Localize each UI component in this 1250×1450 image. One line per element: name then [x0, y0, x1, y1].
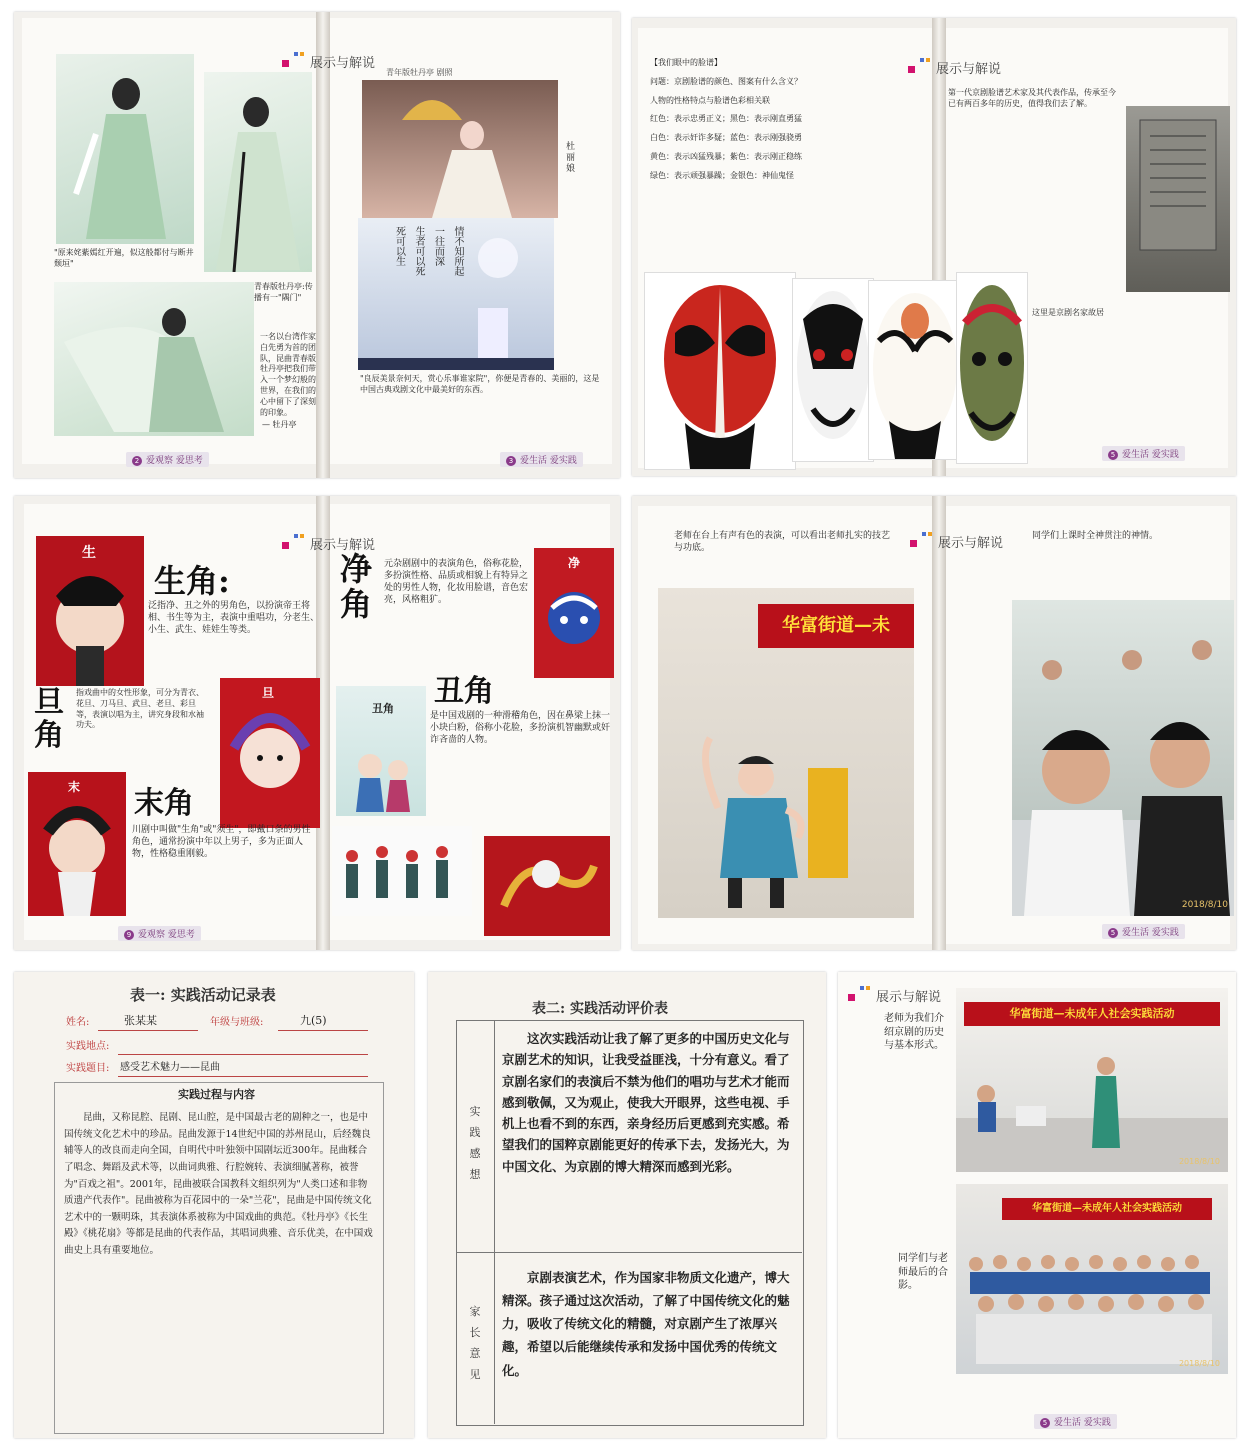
dragon-card — [484, 836, 610, 936]
caption-right-body: 一名以台湾作家白先勇为首的团队，昆曲青春版牡丹亭把我们带入一个梦幻般的世界，在我们的心中留下了深刻的印象。 — [260, 332, 316, 417]
poster-label: 旦 — [262, 686, 275, 700]
book-fold — [932, 496, 946, 950]
name-label: 姓名: — [66, 1017, 90, 1028]
name-line — [98, 1030, 198, 1031]
jing-text: 元杂剧剧中的表演角色，俗称花脸，多扮演性格、品质或相貌上有特异之处的男性人物，化妆用脸谱，音色宏亮，风格粗犷。 — [384, 559, 529, 606]
students-photo — [1012, 600, 1234, 916]
photo-date: 2018/8/10 — [1178, 1157, 1220, 1166]
note-line: 人物的性格特点与脸谱色彩相关联 — [650, 95, 770, 105]
photo-date: 2018/8/10 — [1178, 1359, 1220, 1368]
notes-list — [650, 58, 940, 190]
caption-right: 同学们上课时全神贯注的神情。 — [1032, 531, 1159, 541]
footer-right: 5 爱生活 爱实践 — [1102, 446, 1185, 461]
sheng-title: 生角: — [154, 562, 230, 600]
footer-right: 3 爱生活 爱实践 — [500, 452, 583, 467]
chou-title: 丑角 — [434, 674, 494, 709]
form-divider-horizontal — [456, 1252, 802, 1253]
activity-photos-panel — [838, 972, 1236, 1438]
parent-label: 家长意见 — [469, 1305, 481, 1381]
collage-panel-opera-roles — [14, 496, 620, 950]
stone-tablet-photo — [1126, 106, 1230, 292]
mo-title: 末角 — [134, 786, 194, 821]
poem-line: 一往而深 — [432, 226, 444, 266]
section-header: 展示与解说 — [848, 986, 941, 1005]
caption-1: 老师为我们介绍京剧的历史与基本形式。 — [884, 1013, 944, 1051]
topic-label: 实践题目: — [66, 1063, 110, 1074]
footer-right: 5 爱生活 爱实践 — [1102, 924, 1185, 939]
note-line: 黄色：表示凶猛残暴；紫色：表示刚正稳练 — [650, 151, 802, 161]
stone-caption: 这里是京剧名家故居 — [1032, 308, 1104, 317]
collage-panel-peony-pavilion — [14, 12, 620, 478]
poster-label: 末 — [68, 780, 81, 794]
content-body: 昆曲，又称昆腔、昆剧、昆山腔，是中国最古老的剧种之一，也是中国传统文化艺术中的珍品。昆曲发源于14世纪中国的苏州昆山，后经魏良辅等人的改良而走向全国，自明代中叶独领中国剧坛近300年。昆曲糅合了唱念、舞蹈及武术等，以曲词典雅、行腔婉转、表演细腻著称，被誉为"百戏之祖"。2001年，昆曲被联合国教科文组织列为"人类口述和非物质遗产代表作"。昆曲被称为百花园中的一朵"兰花"，昆曲是中国传统文化艺术中的一颗明珠，其表演体系被称为中国戏曲的典范。《牡丹亭》《长生殿》《桃花扇》等都是昆曲的代表作品，其唱词典雅、音乐优美，在中国戏曲史上具有重要地位。 — [64, 1112, 373, 1256]
topic-value: 感受艺术魅力——昆曲 — [120, 1062, 220, 1073]
section-header: 展示与解说 — [282, 52, 375, 71]
right-note: 第一代京剧脸谱艺术家及其代表作品，传承至今已有两百多年的历史，值得我们去了解。 — [948, 88, 1116, 108]
white-mask-card — [868, 280, 962, 460]
jing-poster — [534, 548, 614, 678]
caption-left: "原来姹紫嫣红开遍，似这般都付与断井颓垣" — [54, 248, 194, 268]
grade-line — [278, 1030, 368, 1031]
fan-performer-photo — [362, 80, 558, 218]
evaluation-form-panel — [428, 972, 826, 1438]
place-line — [118, 1054, 368, 1055]
note-line: 红色：表示忠勇正义；黑色：表示刚直勇猛 — [650, 114, 802, 124]
lecture-photo — [956, 988, 1228, 1172]
led-banner: 华富街道—未成年人社会实践活动 — [1002, 1198, 1212, 1220]
record-form-panel — [14, 972, 414, 1438]
footer-left: 9 爱观察 爱思考 — [118, 926, 201, 941]
group-photo — [956, 1184, 1228, 1374]
poem-block — [374, 226, 464, 336]
led-banner: 华富街道—未成年人社会实践活动 — [964, 1002, 1220, 1026]
place-label: 实践地点: — [66, 1041, 110, 1052]
chou-text: 是中国戏剧的一种滑稽角色，因在鼻梁上抹一小块白粉，俗称小花脸，多扮演机智幽默或奸诈吝啬的人物。 — [430, 711, 611, 746]
dan-title: 旦角 — [34, 685, 64, 753]
sheng-poster — [36, 536, 144, 686]
practice-text: 这次实践活动让我了解了更多的中国历史文化与京剧艺术的知识，让我受益匪浅，十分有意义。看了京剧名家们的表演后不禁为他们的唱功与艺术才能而感到敬佩，又为观止，使我大开眼界，这些电视、手机上也看不到的东西，亲身经历后更感到充实感。希望我们的国粹京剧能更好的传承下去，发扬光大，为中国文化、为京剧的博大精深而感到光彩。 — [502, 1031, 790, 1174]
mo-text: 川剧中叫做"生角"或"须生"，即戴口条的男性角色，通常扮演中年以上男子，多为正面人物，性格稳重刚毅。 — [132, 825, 311, 860]
photo-date: 2018/8/10 — [1181, 900, 1228, 910]
parent-text: 京剧表演艺术，作为国家非物质文化遗产，博大精深。孩子通过这次活动，了解了中国传统文化的魅力，吸收了传统文化的精髓，对京剧产生了浓厚兴趣，希望以后能继续传承和发扬中国优秀的传统文化。 — [502, 1270, 790, 1378]
grade-label: 年级与班级: — [210, 1017, 264, 1028]
form-title: 表二: 实践活动评价表 — [532, 1001, 669, 1017]
note-line: 问题：京剧脸谱的颜色、图案有什么含义？ — [650, 76, 802, 86]
poem-line: 死可以生 — [393, 226, 405, 266]
topic-line — [118, 1076, 368, 1077]
black-white-mask-card — [792, 278, 874, 462]
caption-bottom: "良辰美景奈何天，赏心乐事谁家院"，你便是青春的、美丽的，这是中国古典戏剧文化中最美好的东西。 — [360, 374, 600, 394]
grade-value: 九(5) — [300, 1014, 327, 1027]
section-title: 实践过程与内容 — [178, 1088, 255, 1101]
mo-poster — [28, 772, 126, 916]
collage-panel-facial-masks — [632, 18, 1236, 476]
caption-right-sign: — 牡丹亭 — [262, 420, 297, 429]
name-caption: 杜丽娘 — [566, 142, 576, 174]
footer-left: 2 爱观察 爱思考 — [126, 452, 209, 467]
form-title: 表一: 实践活动记录表 — [130, 986, 276, 1004]
footer-right: 5 爱生活 爱实践 — [1034, 1414, 1117, 1429]
caption-2: 同学们与老师最后的合影。 — [898, 1253, 948, 1291]
dan-text: 指戏曲中的女性形象，可分为青衣、花旦、刀马旦、武旦、老旦、彩旦等，表演以唱为主，讲究身段和水袖功夫。 — [76, 688, 204, 730]
poem-line: 生者可以死 — [413, 226, 424, 276]
sheng-text: 泛指净、丑之外的男角色，以扮演帝王将相、书生等为主，表演中重唱功，分老生、小生、武生、娃娃生等类。 — [148, 601, 320, 636]
practice-label: 实践感想 — [469, 1105, 481, 1181]
section-header: 展示与解说 — [908, 58, 1001, 77]
opera-costume-photo — [204, 72, 312, 272]
caption-left: 老师在台上有声有色的表演，可以看出老师扎实的技艺与功底。 — [674, 531, 891, 554]
note-line: 绿色：表示顽强暴躁；金银色：神仙鬼怪 — [650, 170, 794, 180]
poster-label: 生 — [82, 545, 96, 561]
opera-costume-photo — [54, 282, 254, 436]
chou-poster — [336, 686, 426, 816]
name-value: 张某某 — [124, 1014, 157, 1027]
note-line: 【我们眼中的脸谱】 — [650, 58, 722, 67]
chou-figures-strip — [332, 826, 472, 916]
opera-costume-photo — [56, 54, 194, 244]
dan-poster — [220, 678, 320, 828]
section-header: 展示与解说 — [282, 534, 375, 553]
section-header: 展示与解说 — [910, 532, 1003, 551]
led-banner: 华富街道—未 — [758, 604, 914, 648]
jing-title: 净角 — [340, 550, 373, 624]
poster-label: 净 — [568, 556, 581, 570]
poem-line: 情不知所起 — [452, 226, 463, 276]
caption-right-title: 青春版牡丹亭:传播有一"隅门" — [254, 282, 313, 302]
top-caption: 青年版牡丹亭 剧照 — [386, 68, 453, 77]
note-line: 白色：表示奸诈多疑；蓝色：表示刚强骁勇 — [650, 133, 802, 143]
red-mask-card — [644, 272, 796, 470]
green-mask-card — [956, 272, 1028, 464]
teacher-performing-photo — [658, 588, 914, 918]
collage-panel-classroom — [632, 496, 1236, 950]
form-divider-vertical — [494, 1020, 495, 1424]
poster-label: 丑角 — [372, 702, 394, 715]
